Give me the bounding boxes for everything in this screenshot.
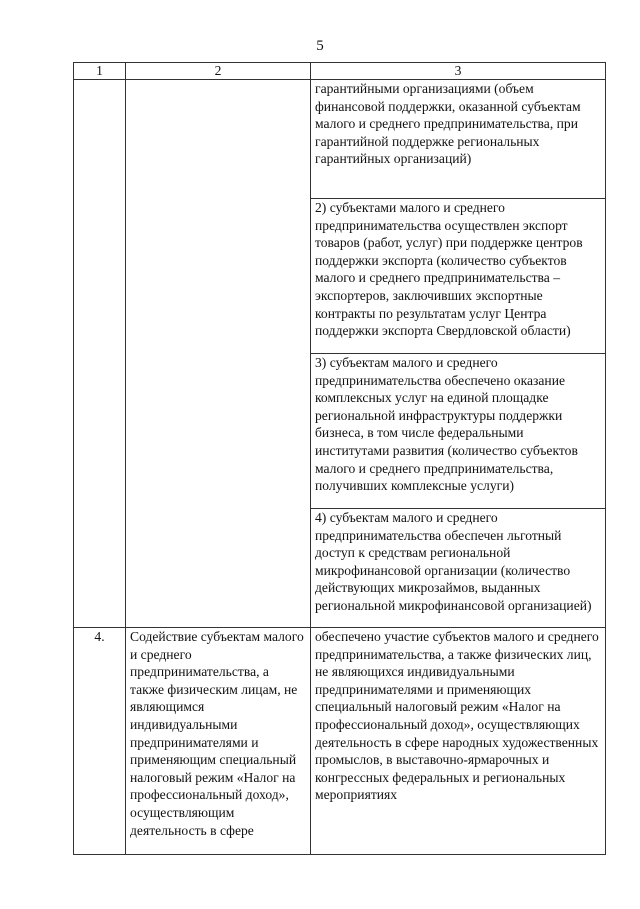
task-cell <box>126 80 311 628</box>
task-cell <box>126 628 311 855</box>
result-cell <box>311 199 606 354</box>
table-header-row <box>74 63 606 80</box>
table-row <box>74 628 606 855</box>
result-text: гарантийными организациями (объем финансовой поддержки, оказанной субъектам малого и среднего предпринимательства, при гарантийной поддержке региональных гарантийных организаций) <box>315 81 581 167</box>
task-text: Содействие субъектам малого и среднего предпринимательства, а также физическим лицам, не являющимся индивидуальными предпринимателями и применяющим специальный налоговый режим «Налог на профессиональный доход», осуществляющим деятельность в сфере <box>130 629 304 838</box>
result-text: 3) субъектам малого и среднего предпринимательства обеспечено оказание комплексных услуг на единой площадке региональной инфраструктуры поддержки бизнеса, в том числе федеральными институтами развития (количество субъектов малого и среднего предпринимательства, получивших комплексные услуги) <box>315 355 578 494</box>
table-row <box>74 80 606 199</box>
result-cell <box>311 80 606 199</box>
result-cell <box>311 509 606 628</box>
result-text: 2) субъектами малого и среднего предпринимательства осуществлен экспорт товаров (работ, услуг) при поддержке центров поддержки экспорта (количество субъектов малого и среднего предпринимательства – экспортеров, заключивших экспортные контракты по результатам услуг Центра поддержки экспорта Свердловской области) <box>315 200 583 339</box>
document-table <box>73 62 606 855</box>
header-col-2: 2 <box>126 63 311 80</box>
page-number: 5 <box>316 38 324 54</box>
row-number: 4. <box>94 629 105 644</box>
result-text: обеспечено участие субъектов малого и среднего предпринимательства, а также физических лиц, не являющихся индивидуальными предпринимателями и применяющих специальный налоговый режим «Налог на профессиональный доход», осуществляющих деятельность в сфере народных художественных промыслов, в выставочно-ярмарочных и конгрессных федеральных и региональных мероприятиях <box>315 629 599 803</box>
header-col-3: 3 <box>311 63 606 80</box>
result-cell <box>311 628 606 855</box>
header-col-1: 1 <box>74 63 126 80</box>
result-text: 4) субъектам малого и среднего предпринимательства обеспечен льготный доступ к средствам региональной микрофинансовой организации (количество действующих микрозаймов, выданных региональной микрофинансовой организацией) <box>315 510 592 613</box>
row-number-cell <box>74 80 126 628</box>
row-number-cell <box>74 628 126 855</box>
result-cell <box>311 354 606 509</box>
